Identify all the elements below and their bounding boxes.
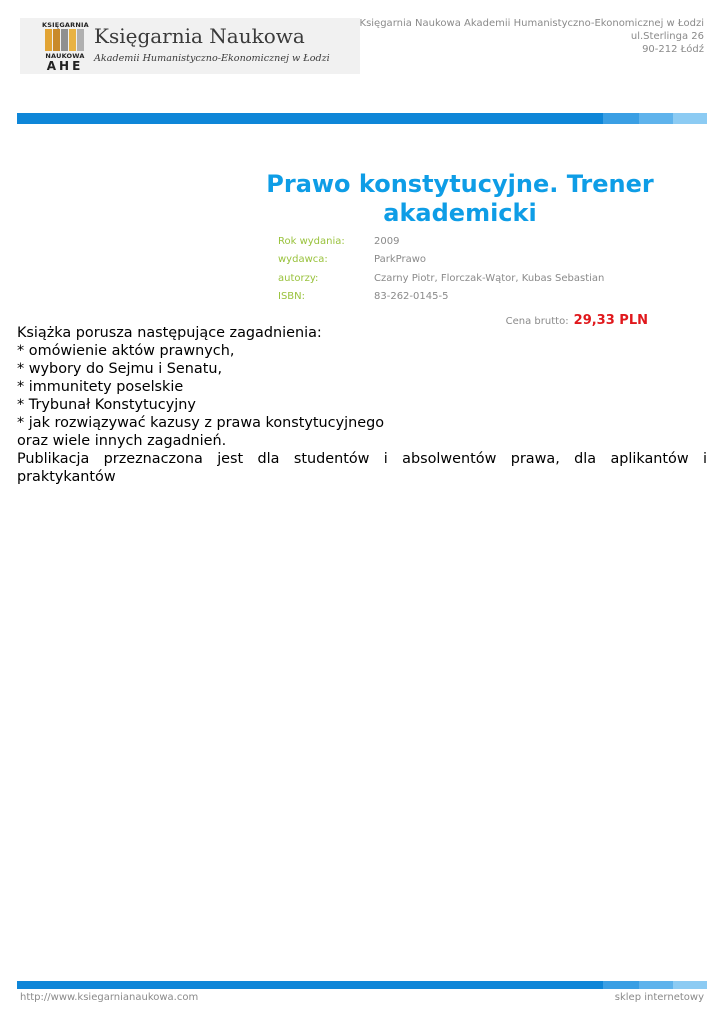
footer-url-link[interactable]: http://www.ksiegarnianaukowa.com: [20, 992, 199, 1003]
header-divider-stripe: [17, 113, 707, 124]
address-line: Księgarnia Naukowa Akademii Humanistyczno-Ekonomicznej w Łodzi: [359, 18, 704, 29]
address-line: ul.Sterlinga 26: [630, 31, 704, 42]
detail-label: ISBN:: [278, 290, 306, 302]
logo-subtitle: Akademii Humanistyczno-Ekonomicznej w Łodzi: [94, 53, 330, 64]
detail-label: autorzy:: [278, 272, 319, 284]
logo-mark-mid-text: NAUKOWA: [45, 52, 85, 60]
detail-value: Czarny Piotr, Florczak-Wątor, Kubas Sebastian: [374, 272, 605, 284]
detail-value: 2009: [374, 236, 400, 247]
book-title: Prawo konstytucyjne. Trener akademicki: [266, 170, 654, 227]
ahe-logo-mark: [42, 21, 88, 73]
logo-title: Księgarnia Naukowa: [94, 24, 305, 48]
description-line: * jak rozwiązywać kazusy z prawa konstytucyjnego: [17, 415, 385, 431]
logo-books-graphic: [45, 29, 85, 51]
store-address: [360, 17, 704, 56]
detail-value: 83-262-0145-5: [374, 290, 449, 302]
logo-mark-top-text: KSIĘGARNIA: [42, 21, 89, 29]
detail-value: ParkPrawo: [374, 254, 427, 266]
description-paragraph: Publikacja przeznaczona jest dla studentów i absolwentów prawa, dla aplikantów i praktykantów: [17, 451, 707, 485]
book-description: [17, 324, 707, 486]
price-label: Cena brutto:: [505, 316, 569, 327]
footer-divider-stripe: [17, 981, 707, 989]
logo-mark-bottom-text: AHE: [46, 59, 84, 73]
detail-label: wydawca:: [278, 254, 328, 266]
description-line: * immunitety poselskie: [17, 379, 184, 395]
footer-store-label: sklep internetowy: [614, 992, 704, 1003]
description-line: * wybory do Sejmu i Senatu,: [17, 361, 223, 377]
price-value: 29,33 PLN: [573, 313, 648, 328]
description-line: * Trybunał Konstytucyjny: [17, 397, 196, 413]
description-line: * omówienie aktów prawnych,: [17, 343, 235, 359]
address-line: 90-212 Łódź: [642, 44, 704, 55]
description-line: Książka porusza następujące zagadnienia:: [17, 325, 322, 341]
store-logo: [20, 18, 360, 74]
description-line: oraz wiele innych zagadnień.: [17, 433, 227, 449]
detail-label: Rok wydania:: [278, 236, 345, 247]
